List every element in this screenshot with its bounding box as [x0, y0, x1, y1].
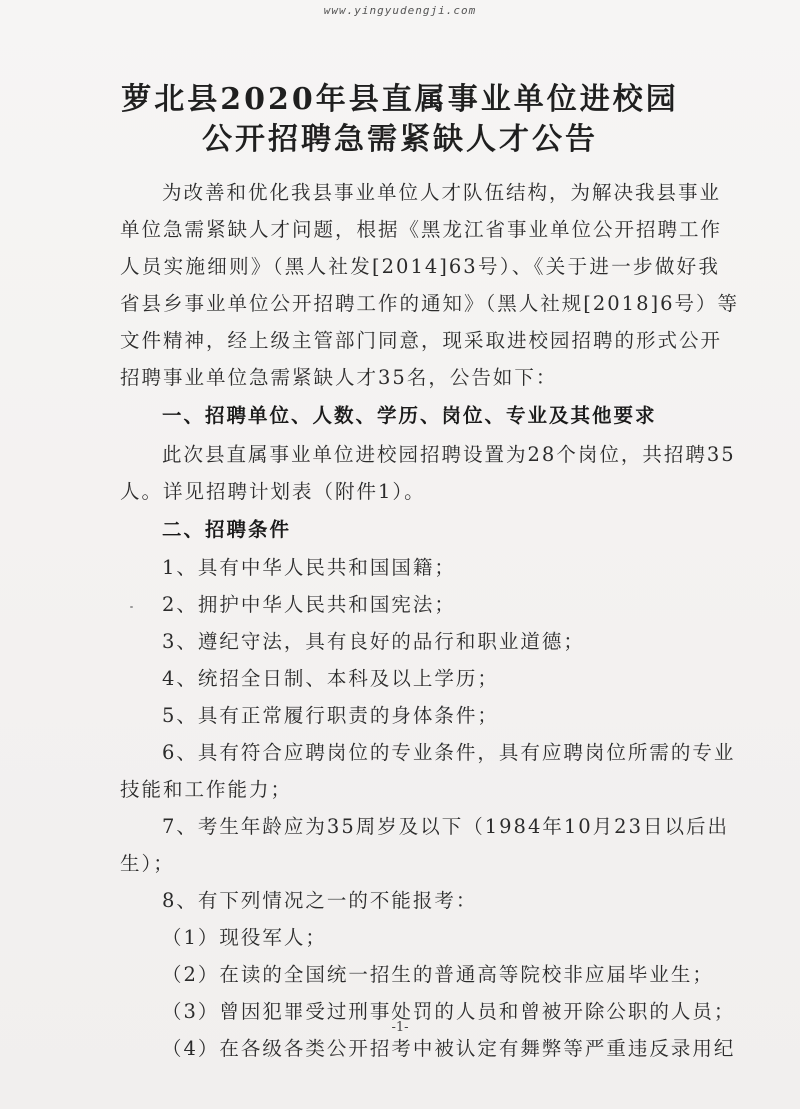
exclusion-1: （1）现役军人； [162, 926, 327, 949]
section-1-line-2: 人。详见招聘计划表（附件1）。 [120, 480, 426, 503]
condition-8: 8、有下列情况之一的不能报考： [162, 889, 478, 912]
page-number: -1- [391, 1020, 409, 1035]
site-watermark: www.yingyudengji.com [323, 4, 477, 17]
intro-line-5: 文件精神，经上级主管部门同意，现采取进校园招聘的形式公开 [120, 329, 723, 352]
exclusion-4: （4）在各级各类公开招考中被认定有舞弊等严重违反录用纪 [162, 1037, 736, 1060]
condition-5: 5、具有正常履行职责的身体条件； [162, 704, 499, 727]
condition-4: 4、统招全日制、本科及以上学历； [162, 667, 499, 690]
title-line-1: 萝北县2020年县直属事业单位进校园 [121, 82, 679, 117]
exclusion-2: （2）在读的全国统一招生的普通高等院校非应届毕业生； [162, 963, 714, 986]
intro-line-3: 人员实施细则》（黑人社发[2014]63号）、《关于进一步做好我 [120, 255, 720, 278]
title-line-2: 公开招聘急需紧缺人才公告 [202, 122, 598, 157]
condition-6-line-1: 6、具有符合应聘岗位的专业条件，具有应聘岗位所需的专业 [162, 741, 736, 764]
section-1-heading: 一、招聘单位、人数、学历、岗位、专业及其他要求 [162, 404, 657, 427]
condition-6-line-2: 技能和工作能力； [120, 778, 293, 801]
exclusion-3: （3）曾因犯罪受过刑事处罚的人员和曾被开除公职的人员； [162, 1000, 736, 1023]
scan-speck [130, 606, 133, 608]
condition-7-line-2: 生）； [120, 852, 175, 875]
condition-3: 3、遵纪守法，具有良好的品行和职业道德； [162, 630, 585, 653]
intro-line-2: 单位急需紧缺人才问题，根据《黑龙江省事业单位公开招聘工作 [120, 218, 723, 241]
condition-2: 2、拥护中华人民共和国宪法； [162, 593, 456, 616]
section-2-heading: 二、招聘条件 [162, 518, 292, 541]
condition-1: 1、具有中华人民共和国国籍； [162, 556, 456, 579]
intro-line-6: 招聘事业单位急需紧缺人才35名，公告如下： [120, 366, 558, 389]
intro-line-1: 为改善和优化我县事业单位人才队伍结构，为解决我县事业 [162, 181, 722, 204]
intro-line-4: 省县乡事业单位公开招聘工作的通知》（黑人社规[2018]6号）等 [120, 292, 739, 315]
condition-7-line-1: 7、考生年龄应为35周岁及以下（1984年10月23日以后出 [162, 815, 729, 838]
section-1-line-1: 此次县直属事业单位进校园招聘设置为28个岗位，共招聘35 [162, 443, 736, 466]
